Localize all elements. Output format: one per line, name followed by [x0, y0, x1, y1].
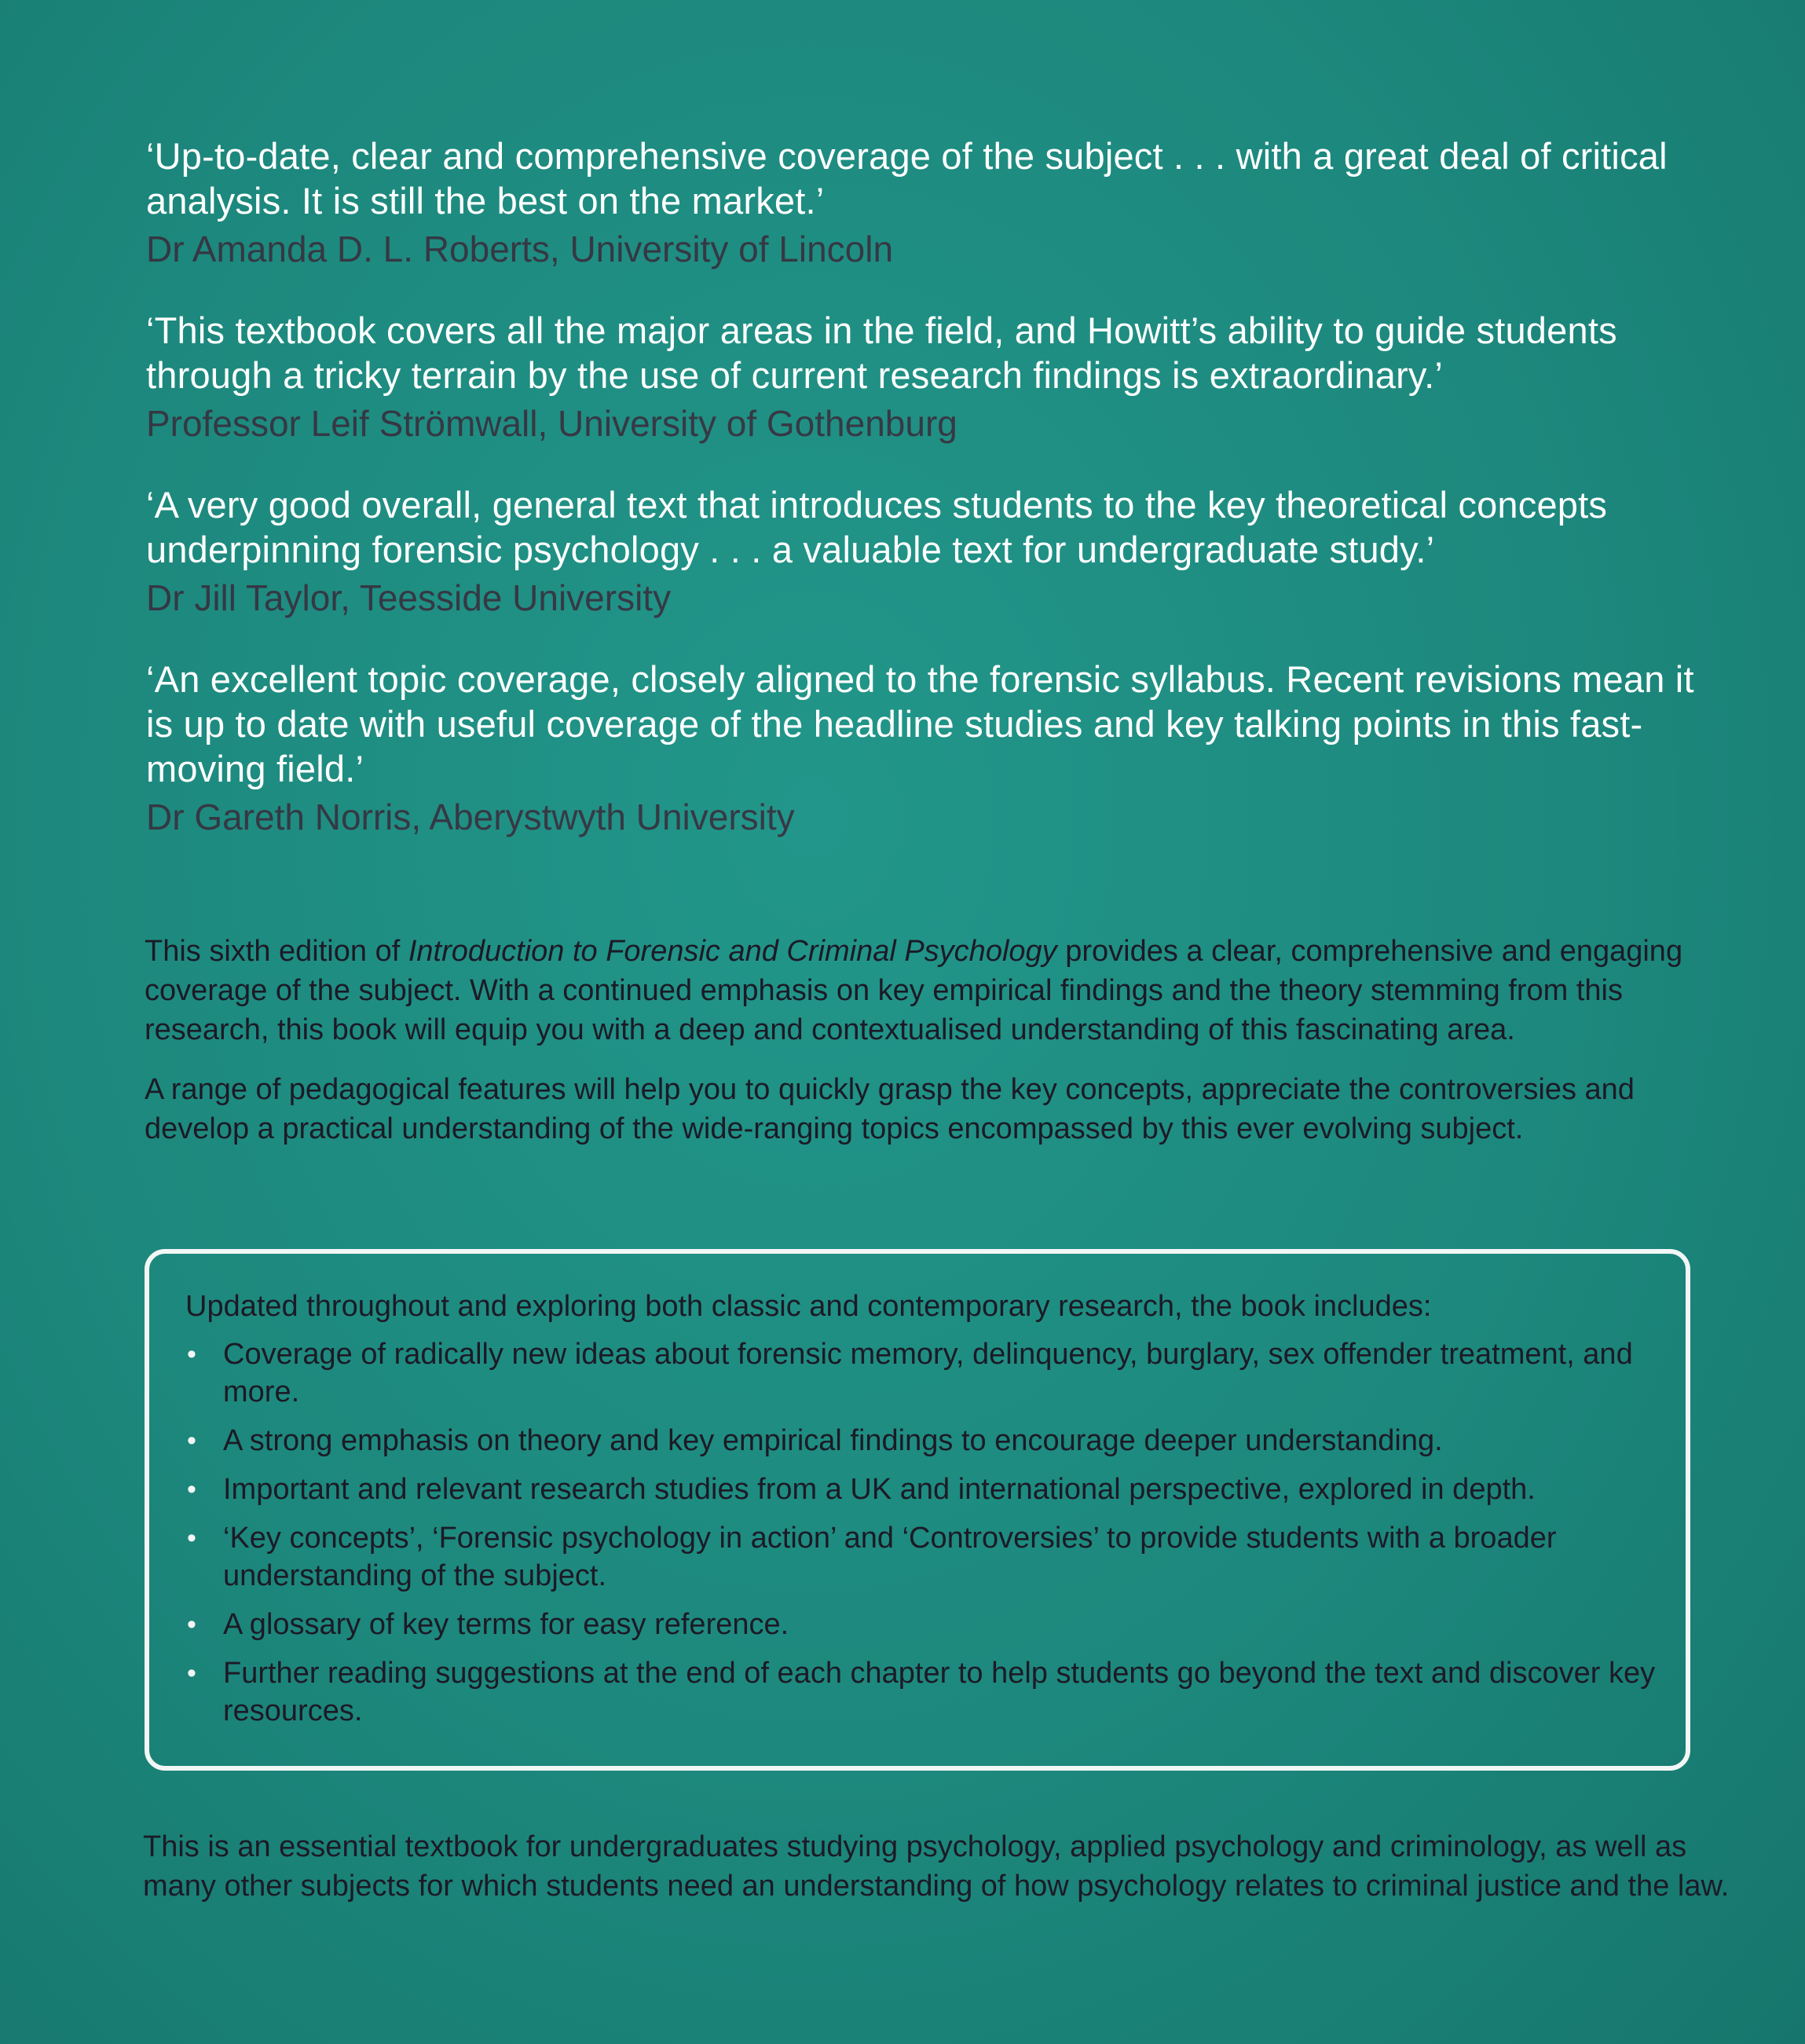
description-body: provides a clear, comprehensive and engaging coverage of the subject. With a continued emphasis on key empirical findings and the theory stemming from this research, this book will equip you with a deep and contextualised understanding of this fascinating area.	[145, 935, 1683, 1046]
bullet-icon: •	[187, 1523, 196, 1553]
feature-item	[185, 1335, 1670, 1411]
feature-item	[185, 1519, 1670, 1595]
bullet-icon: •	[187, 1426, 196, 1456]
feature-text: Further reading suggestions at the end of each chapter to help students go beyond the text and discover key resources.	[223, 1657, 1656, 1727]
book-description	[145, 932, 1723, 1169]
review-2	[146, 308, 1717, 448]
review-4	[146, 657, 1717, 841]
description-intro: This sixth edition of	[145, 935, 408, 968]
feature-text: Coverage of radically new ideas about forensic memory, delinquency, burglary, sex offender treatment, and more.	[223, 1338, 1633, 1408]
review-quote: ‘This textbook covers all the major areas in the field, and Howitt’s ability to guide students through a tricky terrain by the use of current research findings is extraordinary.’	[146, 310, 1617, 396]
features-box	[145, 1249, 1690, 1771]
review-1	[146, 134, 1717, 273]
book-title: Introduction to Forensic and Criminal Psychology	[408, 935, 1057, 968]
bullet-icon: •	[187, 1658, 196, 1688]
review-quote: ‘A very good overall, general text that introduces students to the key theoretical concepts underpinning forensic psychology . . . a valuable text for undergraduate study.’	[146, 484, 1608, 570]
review-author: Dr Jill Taylor, Teesside University	[146, 577, 672, 618]
description-paragraph-1	[145, 932, 1723, 1049]
feature-text: A strong emphasis on theory and key empirical findings to encourage deeper understanding.	[223, 1424, 1443, 1457]
review-author: Dr Amanda D. L. Roberts, University of Lincoln	[146, 229, 894, 269]
feature-item	[185, 1471, 1670, 1508]
feature-text: Important and relevant research studies from a UK and international perspective, explored in depth.	[223, 1473, 1536, 1506]
description-paragraph-2: A range of pedagogical features will help you to quickly grasp the key concepts, appreciate the controversies and develop a practical understanding of the wide-ranging topics encompassed by this ever evolving subject.	[145, 1073, 1635, 1145]
features-intro: Updated throughout and exploring both classic and contemporary research, the book includes:	[185, 1290, 1432, 1323]
review-quote: ‘Up-to-date, clear and comprehensive coverage of the subject . . . with a great deal of critical analysis. It is still the best on the market.’	[146, 135, 1668, 222]
feature-text: A glossary of key terms for easy reference.	[223, 1608, 789, 1641]
reviews-section	[146, 134, 1717, 876]
bullet-icon: •	[187, 1474, 196, 1504]
closing-statement: This is an essential textbook for undergraduates studying psychology, applied psychology and criminology, as well as many other subjects for which students need an understanding of how psychology relates to criminal justice and the law.	[143, 1830, 1730, 1903]
features-list	[185, 1335, 1670, 1730]
feature-text: ‘Key concepts’, ‘Forensic psychology in action’ and ‘Controversies’ to provide students with a broader understanding of the subject.	[223, 1522, 1557, 1592]
feature-item	[185, 1422, 1670, 1460]
bullet-icon: •	[187, 1610, 196, 1639]
bullet-icon: •	[187, 1339, 196, 1369]
review-3	[146, 482, 1717, 622]
review-author: Dr Gareth Norris, Aberystwyth University	[146, 797, 795, 837]
review-author: Professor Leif Strömwall, University of Gothenburg	[146, 403, 957, 444]
feature-item	[185, 1654, 1670, 1730]
feature-item	[185, 1606, 1670, 1643]
review-quote: ‘An excellent topic coverage, closely aligned to the forensic syllabus. Recent revisions mean it is up to date with useful coverage of the headline studies and key talking points in this fast-moving field.’	[146, 658, 1694, 789]
